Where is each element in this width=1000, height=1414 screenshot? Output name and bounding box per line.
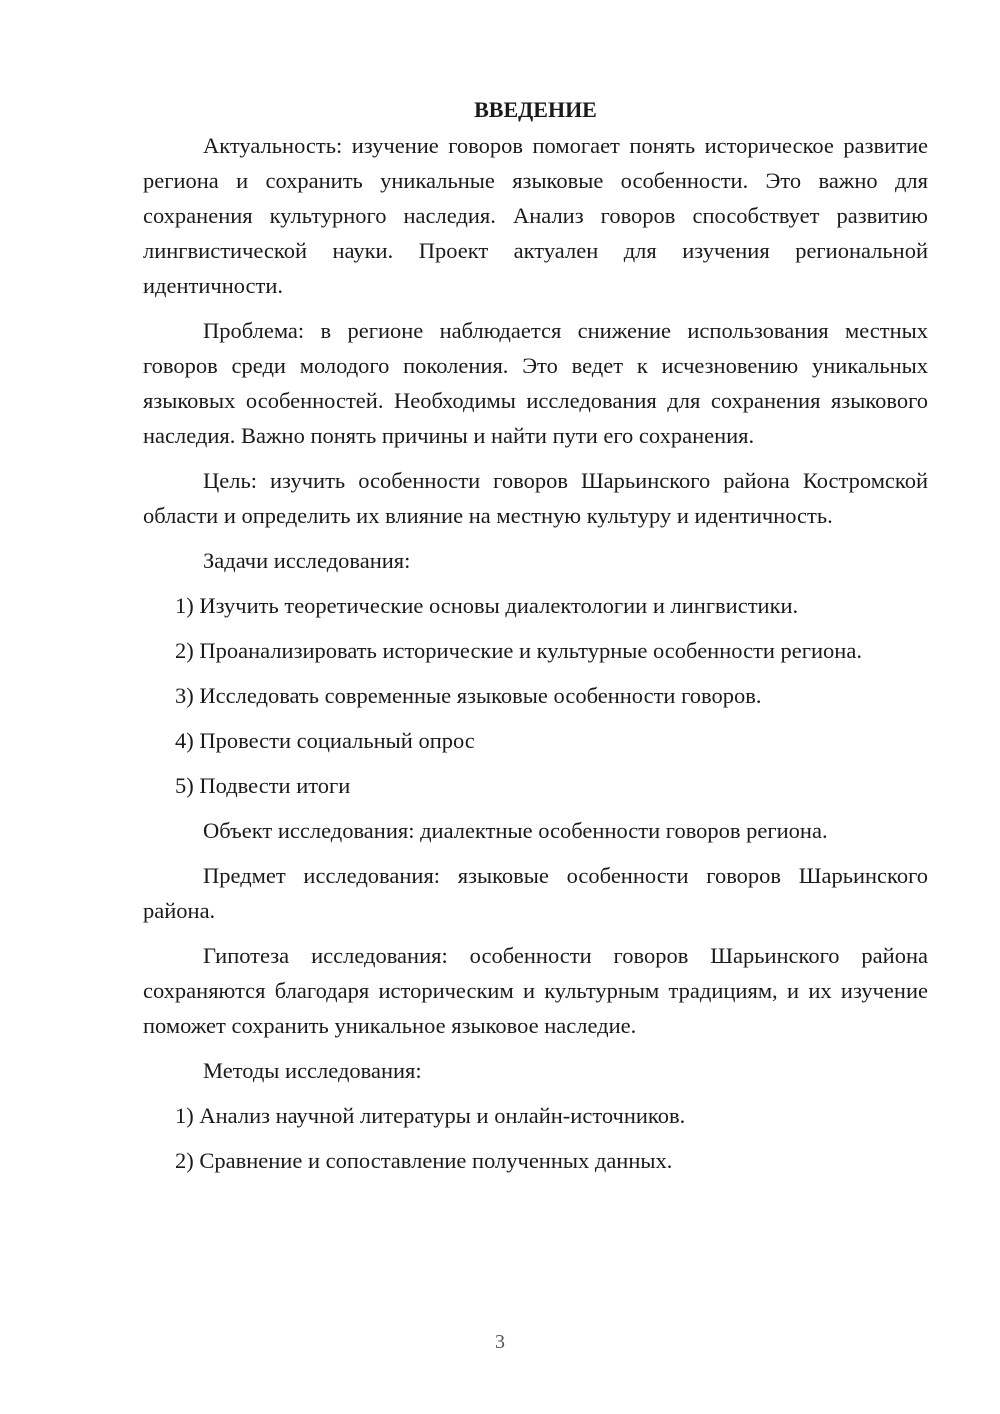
methods-heading: Методы исследования:	[203, 1058, 422, 1083]
hypothesis-paragraph: Гипотеза исследования: особенности говоров Шарьинского района сохраняются благодаря историческим и культурным традициям, и их изучение поможет сохранить уникальное языковое наследие.	[143, 943, 928, 1038]
tasks-heading: Задачи исследования:	[203, 548, 411, 573]
subject-paragraph: Предмет исследования: языковые особенности говоров Шарьинского района.	[143, 863, 928, 923]
task-item-2: 2) Проанализировать исторические и культурные особенности региона.	[175, 638, 862, 663]
task-item-1: 1) Изучить теоретические основы диалектологии и лингвистики.	[175, 593, 799, 618]
section-title: ВВЕДЕНИЕ	[474, 97, 597, 122]
method-item-2: 2) Сравнение и сопоставление полученных данных.	[175, 1148, 673, 1173]
task-item-3: 3) Исследовать современные языковые особенности говоров.	[175, 683, 762, 708]
object-paragraph: Объект исследования: диалектные особенности говоров региона.	[203, 818, 828, 843]
goal-paragraph: Цель: изучить особенности говоров Шарьинского района Костромской области и определить их влияние на местную культуру и идентичность.	[143, 468, 928, 528]
relevance-paragraph: Актуальность: изучение говоров помогает понять историческое развитие региона и сохранить уникальные языковые особенности. Это важно для сохранения культурного наследия. Анализ говоров способствует развитию лингвистической науки. Проект актуален для изучения региональной идентичности.	[143, 133, 928, 298]
method-item-1: 1) Анализ научной литературы и онлайн-источников.	[175, 1103, 686, 1128]
page-number: 3	[495, 1331, 505, 1353]
problem-paragraph: Проблема: в регионе наблюдается снижение использования местных говоров среди молодого поколения. Это ведет к исчезновению уникальных языковых особенностей. Необходимы исследования для сохранения языкового наследия. Важно понять причины и найти пути его сохранения.	[143, 318, 928, 448]
task-item-5: 5) Подвести итоги	[175, 773, 351, 798]
page-content	[143, 92, 928, 1188]
task-item-4: 4) Провести социальный опрос	[175, 728, 475, 753]
